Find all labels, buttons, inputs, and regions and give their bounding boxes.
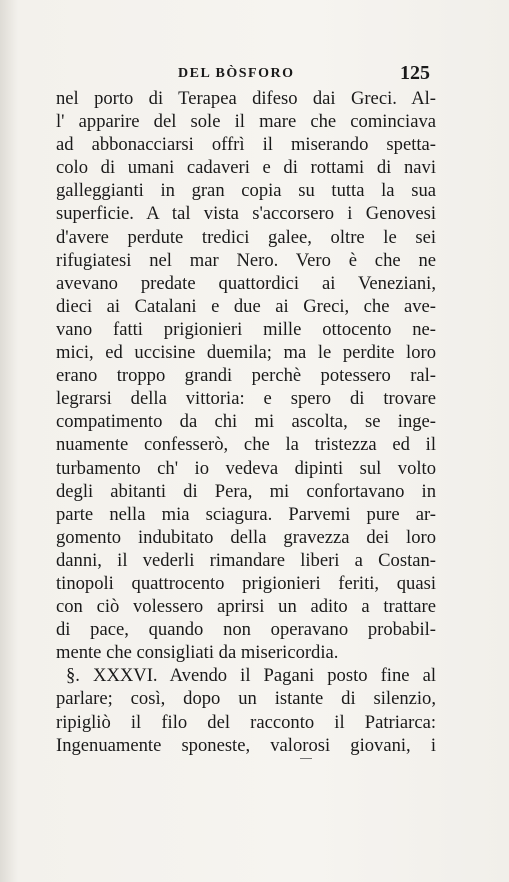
text-line: parlare; così, dopo un istante di silenzio, bbox=[56, 688, 436, 710]
section-heading-line: §. XXXVI. Avendo il Pagani posto fine al bbox=[66, 665, 436, 687]
text-line: superficie. A tal vista s'accorsero i Genovesi bbox=[56, 203, 436, 225]
text-line: d'avere perdute tredici galee, oltre le sei bbox=[56, 226, 436, 248]
text-line: colo di umani cadaveri e di rottami di navi bbox=[56, 157, 436, 179]
ink-mark bbox=[300, 758, 312, 759]
text-line: ripigliò il filo del racconto il Patriarca: bbox=[56, 711, 436, 733]
text-line: di pace, quando non operavano probabil- bbox=[56, 619, 436, 641]
text-line: erano troppo grandi perchè potessero ral- bbox=[56, 365, 436, 387]
text-line: l' apparire del sole il mare che cominciava bbox=[56, 111, 436, 133]
text-line: turbamento ch' io vedeva dipinti sul volto bbox=[56, 457, 436, 479]
text-line: avevano predate quattordici ai Veneziani, bbox=[56, 272, 436, 294]
text-line: parte nella mia sciagura. Parvemi pure ar- bbox=[56, 503, 436, 525]
text-line: danni, il vederli rimandare liberi a Costan- bbox=[56, 549, 436, 571]
page-number: 125 bbox=[400, 62, 430, 84]
text-line: nuamente confesserò, che la tristezza ed il bbox=[56, 434, 436, 456]
text-line: Ingenuamente sponeste, valorosi giovani, i bbox=[56, 734, 436, 756]
text-line: gomento indubitato della gravezza dei loro bbox=[56, 526, 436, 548]
text-line: mente che consigliati da misericordia. bbox=[56, 642, 339, 664]
text-line: compatimento da chi mi ascolta, se inge- bbox=[56, 411, 436, 433]
text-line: vano fatti prigionieri mille ottocento ne- bbox=[56, 318, 436, 340]
text-line: nel porto di Terapea difeso dai Greci. Al- bbox=[56, 88, 436, 109]
text-line: rifugiatesi nel mar Nero. Vero è che ne bbox=[56, 249, 436, 271]
text-line: legrarsi della vittoria: e spero di trovare bbox=[56, 388, 436, 410]
text-line: mici, ed uccisine duemila; ma le perdite loro bbox=[56, 342, 436, 364]
text-line: dieci ai Catalani e due ai Greci, che ave- bbox=[56, 295, 436, 317]
running-title: DEL BÒSFORO bbox=[178, 66, 295, 81]
body-text bbox=[56, 87, 436, 757]
text-line: ad abbonacciarsi offrì il miserando spetta- bbox=[56, 134, 436, 156]
text-line: degli abitanti di Pera, mi confortavano in bbox=[56, 480, 436, 502]
text-line: galleggianti in gran copia su tutta la sua bbox=[56, 180, 436, 202]
text-line: tinopoli quattrocento prigionieri feriti, quasi bbox=[56, 572, 436, 594]
text-line: con ciò volessero aprirsi un adito a trattare bbox=[56, 596, 436, 618]
